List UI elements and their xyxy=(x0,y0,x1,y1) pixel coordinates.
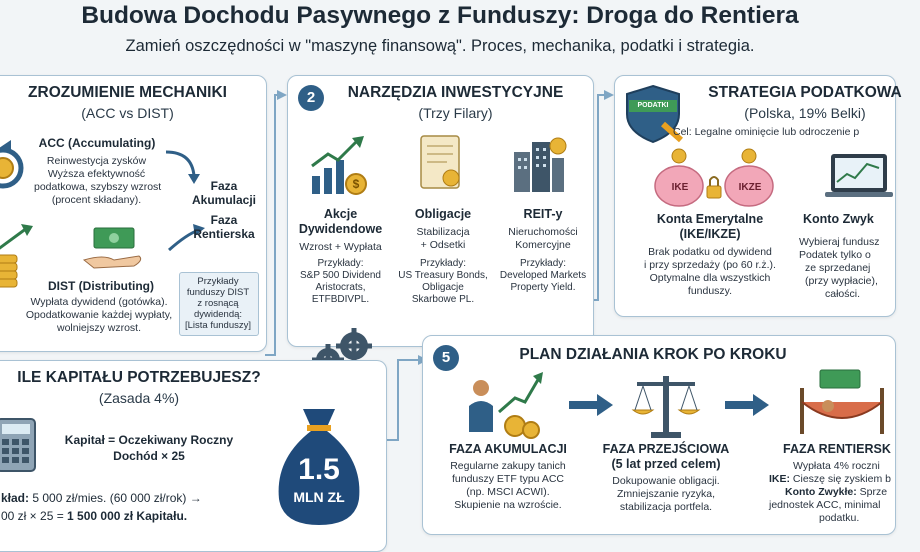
tools-col3-ex-1: Przykłady: xyxy=(519,258,567,269)
plan-title: PLAN DZIAŁANIA KROK PO KROKU xyxy=(519,346,787,363)
calculator-icon xyxy=(0,417,37,473)
plan-step1-line-3: (np. MSCI ACWI). xyxy=(466,486,550,498)
ike-label: IKE xyxy=(671,182,689,193)
plan-step3-line-2: IKE: Cieszę się zyskiem b xyxy=(769,473,891,485)
laptop-chart-icon xyxy=(825,150,895,210)
capital-example-2: 00 zł × 25 = 1 500 000 zł Kapitału. xyxy=(1,509,188,523)
plan-step1-title: FAZA AKUMULACJI xyxy=(449,442,567,456)
plan-step2-line-3: stabilizacja portfela. xyxy=(619,501,713,513)
tax-left-title-1: Konta Emerytalne xyxy=(656,212,764,226)
tools-title: NARZĘDZIA INWESTYCYJNE xyxy=(347,84,564,101)
plan-step1-line-4: Skupienie na wzroście. xyxy=(454,499,562,511)
bag-unit: MLN ZŁ xyxy=(293,489,345,505)
tools-col1-ex-3: Aristocrats, xyxy=(315,282,366,293)
acc-line-3: podatkowa, szybszy wzrost xyxy=(34,181,162,193)
tools-col2-ex-3: Obligacje xyxy=(422,282,464,293)
dist-examples-5: [Lista funduszy] xyxy=(184,320,251,331)
tools-col1-title-2: Dywidendowe xyxy=(298,222,383,236)
tools-col1-ex-2: S&P 500 Dividend xyxy=(300,270,381,281)
plan-step3-line-3: Konto Zwykłe: Sprze xyxy=(785,486,888,498)
tax-left-line-2: i przy sprzedaży (po 60 r.ż.). xyxy=(644,259,776,271)
capital-formula-1: Kapitał = Oczekiwany Roczny xyxy=(64,433,234,447)
tools-col3-ex-3: Property Yield. xyxy=(510,282,576,293)
phase-accum-2: Akumulacji xyxy=(191,193,257,207)
step-arrow-1-icon xyxy=(569,394,613,416)
tax-left-title-2: (IKE/IKZE) xyxy=(679,227,741,241)
piggy-banks-icon xyxy=(649,148,779,213)
tools-col2-title: Obligacje xyxy=(414,207,472,221)
dist-examples-4: dywidendą: xyxy=(193,309,243,320)
tools-col2-desc-1: Stabilizacja xyxy=(416,226,470,238)
piggy-growth-icon xyxy=(0,136,29,196)
tools-col1-ex-1: Przykłady: xyxy=(317,258,364,269)
tax-right-title: Konto Zwyk xyxy=(803,212,874,226)
tax-right-line-2: Podatek tylko o xyxy=(799,249,871,261)
plan-step1-line-1: Regularne zakupy tanich xyxy=(450,460,566,472)
dist-line-2: Opodatkowanie każdej wypłaty, xyxy=(25,309,173,321)
mechanics-title: ZROZUMIENIE MECHANIKI xyxy=(28,84,227,101)
svg-text:$: $ xyxy=(352,177,360,191)
step-arrow-2-icon xyxy=(725,394,769,416)
tools-col1-ex-4: ETFBDIVPL. xyxy=(311,294,370,305)
tools-col2-ex-1: Przykłady: xyxy=(419,258,467,269)
tax-left-line-1: Brak podatku od dywidend xyxy=(648,246,772,258)
tools-col2-ex-4: Skarbowe PL. xyxy=(411,294,475,305)
tools-col2-ex-2: US Treasury Bonds, xyxy=(398,270,488,281)
tax-right-line-4: (przy wypłacie), xyxy=(805,275,878,287)
hammock-relax-icon xyxy=(798,368,888,438)
page-title: Budowa Dochodu Pasywnego z Funduszy: Droga do Rentiera xyxy=(81,2,799,29)
tax-left-line-3: Optymalne dla wszystkich xyxy=(649,272,771,284)
dist-examples-2: funduszy DIST xyxy=(186,287,250,298)
tax-right-line-3: ze sprzedanej xyxy=(805,262,871,274)
plan-step3-line-1: Wypłata 4% roczni xyxy=(793,460,880,472)
balance-scale-icon xyxy=(631,370,701,440)
tax-subtitle: (Polska, 19% Belki) xyxy=(744,105,866,121)
plan-step2-line-2: Zmniejszanie ryzyka, xyxy=(616,488,716,500)
plan-step2-title-1: FAZA PRZEJŚCIOWA xyxy=(602,442,730,456)
phase-rent-2: Rentierska xyxy=(193,227,255,241)
tools-col3-title: REIT-y xyxy=(523,207,563,221)
tax-card xyxy=(614,75,902,317)
buildings-icon xyxy=(510,136,570,196)
tools-subtitle: (Trzy Filary) xyxy=(418,105,493,121)
tools-col2-desc-2: + Odsetki xyxy=(420,239,466,251)
tools-card xyxy=(287,75,594,347)
tools-col1-title-1: Akcje xyxy=(323,207,358,221)
mechanics-card xyxy=(0,75,267,352)
acc-line-4: (procent składany). xyxy=(51,194,142,206)
investor-growth-icon xyxy=(463,372,543,442)
tax-title: STRATEGIA PODATKOWA xyxy=(708,84,902,101)
acc-line-1: Reinwestycja zysków xyxy=(46,155,147,167)
bond-document-icon xyxy=(413,134,473,194)
tax-shield-label: PODATKI xyxy=(637,102,669,109)
acc-title: ACC (Accumulating) xyxy=(38,136,156,150)
plan-step3-line-4: jednostek ACC, minimal xyxy=(769,499,881,511)
capital-card xyxy=(0,360,387,552)
acc-line-2: Wyższa efektywność xyxy=(47,168,146,180)
capital-formula-2: Dochód × 25 xyxy=(113,449,185,463)
mechanics-subtitle: (ACC vs DIST) xyxy=(81,105,174,121)
page-subtitle: Zamień oszczędności w "maszynę finansową". Proces, mechanika, podatki i strategia. xyxy=(125,37,755,55)
dist-line-3: wolniejszy wzrost. xyxy=(56,322,142,334)
stock-chart-icon xyxy=(310,136,370,196)
tax-right-line-1: Wybieraj fundusz xyxy=(799,236,880,248)
plan-step3-line-5: podatku. xyxy=(819,512,860,524)
tools-col3-desc-1: Nieruchomości xyxy=(508,226,578,238)
bag-value: 1.5 xyxy=(298,453,340,486)
tax-right-line-5: całości. xyxy=(825,288,861,300)
growth-arrow-icon xyxy=(0,224,37,254)
phase-rent-1: Faza xyxy=(210,213,238,227)
dist-examples-1: Przykłady xyxy=(197,276,239,287)
plan-step1-line-2: funduszy ETF typu ACC xyxy=(451,473,565,485)
capital-subtitle: (Zasada 4%) xyxy=(98,390,180,406)
capital-title: ILE KAPITAŁU POTRZEBUJESZ? xyxy=(17,369,261,386)
step-badge-5: 5 xyxy=(433,345,459,371)
ikze-label: IKZE xyxy=(738,182,762,193)
tools-col3-desc-2: Komercyjne xyxy=(515,239,571,251)
tax-left-line-4: funduszy. xyxy=(687,285,733,297)
phase-accum-1: Faza xyxy=(210,179,238,193)
cash-hand-icon xyxy=(84,226,144,271)
plan-card xyxy=(422,335,896,535)
step-badge-2: 2 xyxy=(298,85,324,111)
dist-examples-3: z rosnącą xyxy=(197,298,239,309)
dist-line-1: Wypłata dywidend (gotówka). xyxy=(30,296,168,308)
plan-step2-line-1: Dokupowanie obligacji. xyxy=(612,475,720,487)
dist-title: DIST (Distributing) xyxy=(48,279,154,293)
plan-step3-title: FAZA RENTIERSK xyxy=(783,442,891,456)
tools-col3-ex-2: Developed Markets xyxy=(499,270,587,281)
tax-goal: Cel: Legalne ominięcie lub odroczenie p xyxy=(673,126,860,138)
plan-step2-title-2: (5 lat przed celem) xyxy=(611,457,721,471)
tools-col1-desc: Wzrost + Wypłata xyxy=(299,241,382,253)
capital-example-1: kład: 5 000 zł/mies. (60 000 zł/rok) → xyxy=(1,491,202,505)
coin-stack-icon xyxy=(0,251,23,291)
